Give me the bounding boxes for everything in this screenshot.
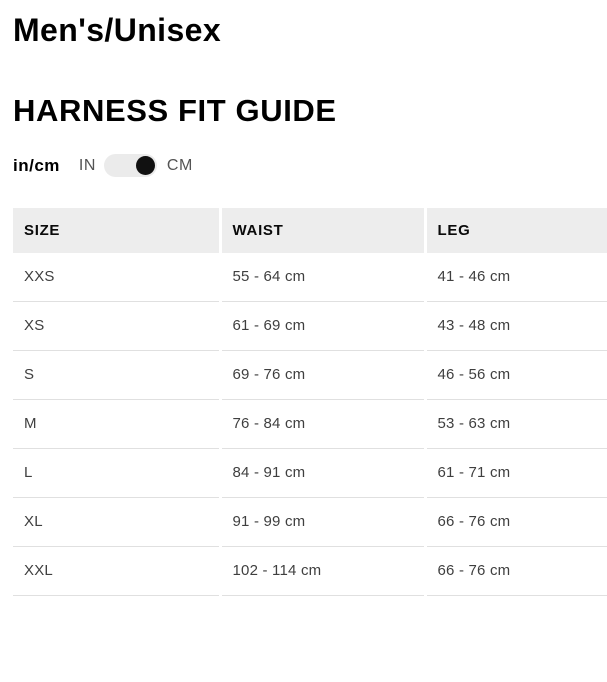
- table-row: [13, 399, 607, 448]
- table-row: [13, 253, 607, 302]
- size-cell: L: [13, 448, 220, 497]
- column-header-waist: WAIST: [220, 208, 425, 253]
- leg-cell: 66 - 76 cm: [425, 546, 607, 595]
- size-cell: XXL: [13, 546, 220, 595]
- unit-option-in: IN: [78, 156, 96, 174]
- leg-cell: 43 - 48 cm: [425, 301, 607, 350]
- leg-cell: 46 - 56 cm: [425, 350, 607, 399]
- size-cell: XL: [13, 497, 220, 546]
- leg-cell: 41 - 46 cm: [425, 253, 607, 302]
- leg-cell: 66 - 76 cm: [425, 497, 607, 546]
- waist-cell: 55 - 64 cm: [220, 253, 425, 302]
- table-row: [13, 301, 607, 350]
- table-row: [13, 497, 607, 546]
- column-header-size: SIZE: [13, 208, 220, 253]
- column-header-leg: LEG: [425, 208, 607, 253]
- size-table-header-row: [13, 208, 607, 253]
- waist-cell: 69 - 76 cm: [220, 350, 425, 399]
- table-row: [13, 546, 607, 595]
- unit-toggle-label: in/cm: [13, 155, 60, 175]
- category-title: Men's/Unisex: [13, 12, 222, 48]
- size-cell: S: [13, 350, 220, 399]
- table-row: [13, 448, 607, 497]
- unit-toggle-row: [13, 154, 607, 178]
- size-cell: M: [13, 399, 220, 448]
- toggle-knob-icon: [136, 156, 155, 175]
- table-row: [13, 350, 607, 399]
- waist-cell: 102 - 114 cm: [220, 546, 425, 595]
- waist-cell: 84 - 91 cm: [220, 448, 425, 497]
- waist-cell: 61 - 69 cm: [220, 301, 425, 350]
- leg-cell: 61 - 71 cm: [425, 448, 607, 497]
- unit-option-cm: CM: [166, 156, 193, 174]
- size-cell: XS: [13, 301, 220, 350]
- waist-cell: 91 - 99 cm: [220, 497, 425, 546]
- guide-title: HARNESS FIT GUIDE: [13, 92, 337, 128]
- unit-toggle-switch[interactable]: [104, 154, 157, 177]
- waist-cell: 76 - 84 cm: [220, 399, 425, 448]
- leg-cell: 53 - 63 cm: [425, 399, 607, 448]
- size-cell: XXS: [13, 253, 220, 302]
- size-table: [13, 208, 607, 596]
